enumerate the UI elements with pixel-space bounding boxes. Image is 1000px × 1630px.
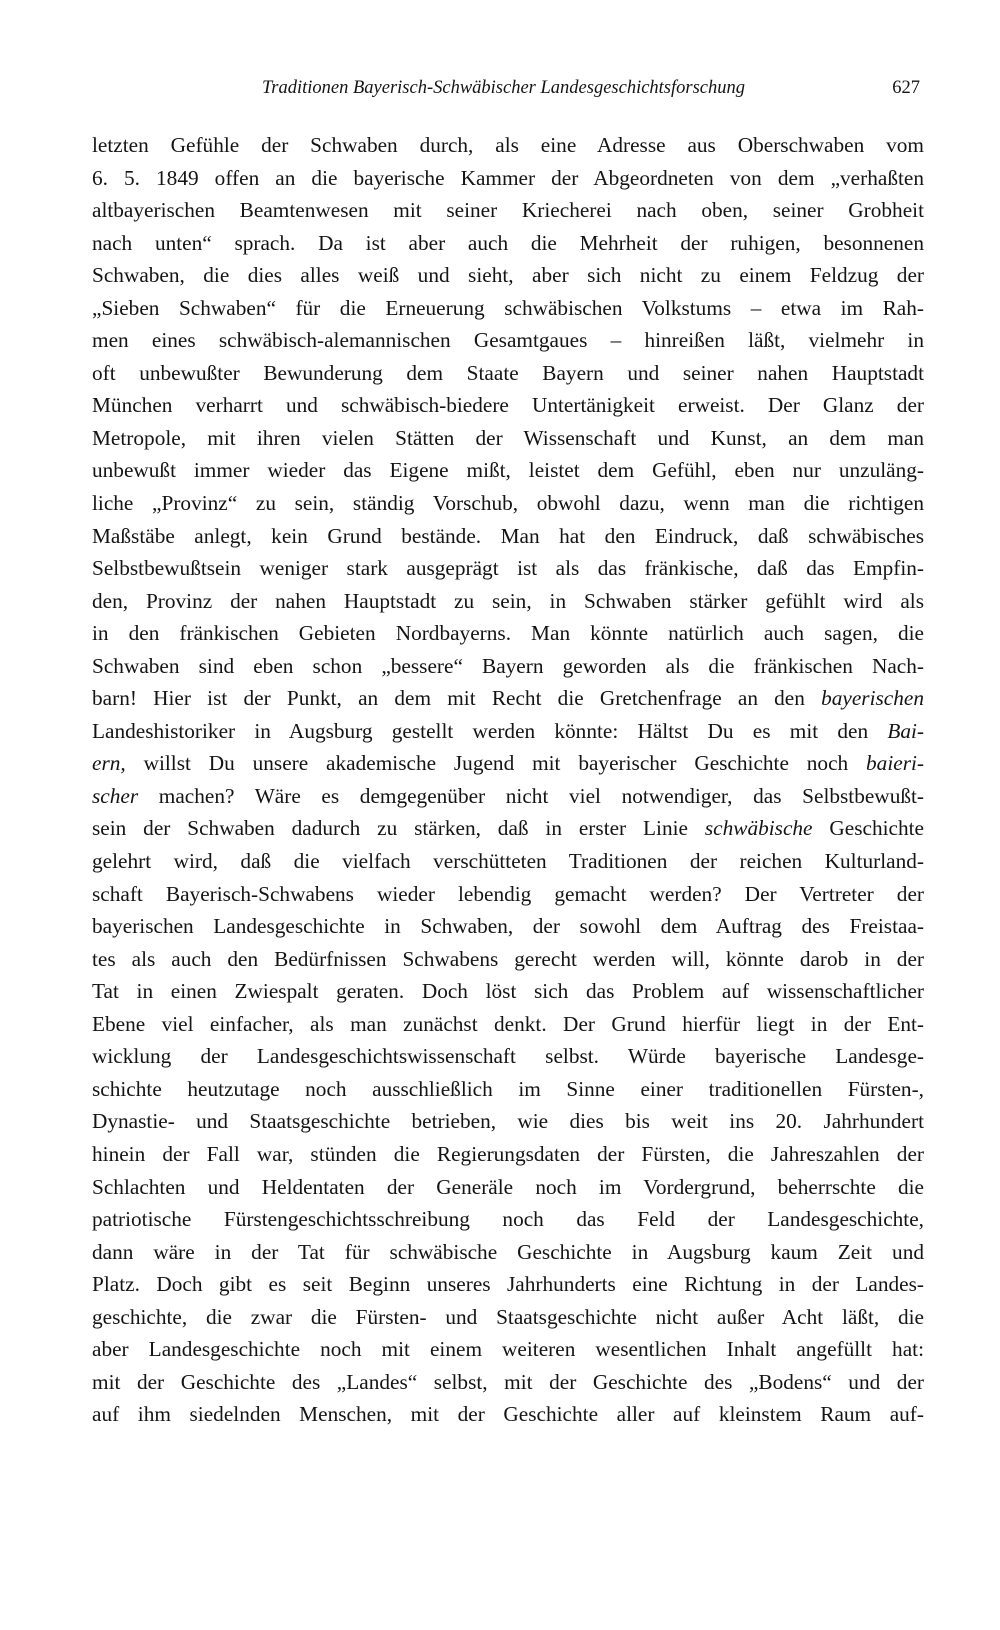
- text-run: „Sieben Schwaben“ für die Erneuerung schwäbischen Volkstums – etwa im Rah-: [92, 295, 924, 320]
- text-run: Schlachten und Heldentaten der Generäle noch im Vordergrund, beherrschte die: [92, 1174, 924, 1199]
- italic-text-run: ern,: [92, 751, 126, 776]
- text-run: tes als auch den Bedürfnissen Schwabens gerecht werden will, könnte darob in der: [92, 946, 924, 971]
- text-run: oft unbewußter Bewunderung dem Staate Bayern und seiner nahen Hauptstadt: [92, 360, 924, 385]
- text-line: [92, 422, 924, 455]
- text-line: [92, 747, 924, 780]
- text-run: Geschichte: [812, 816, 924, 841]
- text-run: bayerischen Landesgeschichte in Schwaben, der sowohl dem Auftrag des Freistaa-: [92, 914, 924, 939]
- text-line: [92, 682, 924, 715]
- text-run: liche „Provinz“ zu sein, ständig Vorschub, obwohl dazu, wenn man die richtigen: [92, 491, 924, 516]
- text-line: [92, 1301, 924, 1334]
- text-run: den, Provinz der nahen Hauptstadt zu sein, in Schwaben stärker gefühlt wird als: [92, 588, 924, 613]
- text-run: auf ihm siedelnden Menschen, mit der Geschichte aller auf kleinstem Raum auf-: [92, 1402, 924, 1427]
- text-line: [92, 1236, 924, 1269]
- text-run: wicklung der Landesgeschichtswissenschaft selbst. Würde bayerische Landesge-: [92, 1044, 924, 1069]
- text-run: dann wäre in der Tat für schwäbische Geschichte in Augsburg kaum Zeit und: [92, 1239, 924, 1264]
- text-run: hinein der Fall war, stünden die Regierungsdaten der Fürsten, die Jahreszahlen der: [92, 1141, 924, 1166]
- text-run: altbayerischen Beamtenwesen mit seiner Kriecherei nach oben, seiner Grobheit: [92, 198, 924, 223]
- text-run: in den fränkischen Gebieten Nordbayerns. Man könnte natürlich auch sagen, die: [92, 621, 924, 646]
- text-run: patriotische Fürstengeschichtsschreibung noch das Feld der Landesgeschichte,: [92, 1207, 924, 1232]
- text-line: [92, 943, 924, 976]
- text-line: [92, 1073, 924, 1106]
- text-run: willst Du unsere akademische Jugend mit bayerischer Geschichte noch: [125, 751, 867, 776]
- text-line: [92, 259, 924, 292]
- page-number: 627: [892, 78, 920, 98]
- text-line: [92, 812, 924, 845]
- text-line: [92, 227, 924, 260]
- text-run: Platz. Doch gibt es seit Beginn unseres Jahrhunderts eine Richtung in der Landes-: [92, 1272, 924, 1297]
- text-run: Schwaben sind eben schon „bessere“ Bayern geworden als die fränkischen Nach-: [92, 653, 924, 678]
- text-line: [92, 292, 924, 325]
- text-run: barn! Hier ist der Punkt, an dem mit Recht die Gretchenfrage an den: [92, 686, 822, 711]
- text-line: [92, 129, 924, 162]
- text-line: [92, 845, 924, 878]
- text-line: [92, 1105, 924, 1138]
- running-header: [92, 76, 920, 100]
- text-run: unbewußt immer wieder das Eigene mißt, leistet dem Gefühl, eben nur unzuläng-: [92, 458, 924, 483]
- text-line: [92, 650, 924, 683]
- italic-text-run: scher: [92, 783, 139, 808]
- text-run: Tat in einen Zwiespalt geraten. Doch löst sich das Problem auf wissenschaftlicher: [92, 979, 924, 1004]
- text-line: [92, 780, 924, 813]
- text-run: mit der Geschichte des „Landes“ selbst, mit der Geschichte des „Bodens“ und der: [92, 1369, 924, 1394]
- text-run: aber Landesgeschichte noch mit einem weiteren wesentlichen Inhalt angefüllt hat:: [92, 1337, 924, 1362]
- text-run: Ebene viel einfacher, als man zunächst denkt. Der Grund hierfür liegt in der Ent-: [92, 1011, 924, 1036]
- text-line: [92, 1366, 924, 1399]
- text-run: machen? Wäre es demgegenüber nicht viel notwendiger, das Selbstbewußt-: [138, 783, 924, 808]
- text-line: [92, 910, 924, 943]
- text-line: [92, 878, 924, 911]
- text-line: [92, 552, 924, 585]
- text-line: [92, 1040, 924, 1073]
- text-line: [92, 1171, 924, 1204]
- text-line: [92, 454, 924, 487]
- text-run: letzten Gefühle der Schwaben durch, als eine Adresse aus Oberschwaben vom: [92, 133, 924, 157]
- text-line: [92, 1138, 924, 1171]
- text-line: [92, 324, 924, 357]
- text-line: [92, 487, 924, 520]
- text-line: [92, 1398, 924, 1431]
- text-run: 6. 5. 1849 offen an die bayerische Kammer der Abgeordneten von dem „verhaßten: [92, 165, 924, 190]
- text-run: Selbstbewußtsein weniger stark ausgeprägt ist als das fränkische, daß das Empfin-: [92, 556, 924, 581]
- text-line: [92, 357, 924, 390]
- text-run: geschichte, die zwar die Fürsten- und Staatsgeschichte nicht außer Acht läßt, die: [92, 1304, 924, 1329]
- text-run: München verharrt und schwäbisch-biedere Untertänigkeit erweist. Der Glanz der: [92, 393, 924, 418]
- text-line: [92, 194, 924, 227]
- text-line: [92, 1008, 924, 1041]
- text-line: [92, 975, 924, 1008]
- running-title: Traditionen Bayerisch-Schwäbischer Landesgeschichtsforschung: [262, 78, 746, 98]
- text-line: [92, 1333, 924, 1366]
- text-run: men eines schwäbisch-alemannischen Gesamtgaues – hinreißen läßt, vielmehr in: [92, 328, 924, 353]
- body-text: [92, 129, 924, 1431]
- text-line: [92, 617, 924, 650]
- text-line: [92, 1203, 924, 1236]
- text-run: Maßstäbe anlegt, kein Grund bestände. Man hat den Eindruck, daß schwäbisches: [92, 523, 924, 548]
- text-run: Dynastie- und Staatsgeschichte betrieben, wie dies bis weit ins 20. Jahrhundert: [92, 1109, 924, 1134]
- italic-text-run: bayerischen: [821, 686, 924, 711]
- italic-text-run: baieri-: [866, 751, 924, 776]
- text-line: [92, 585, 924, 618]
- italic-text-run: Bai-: [887, 718, 924, 743]
- text-run: schaft Bayerisch-Schwabens wieder lebendig gemacht werden? Der Vertreter der: [92, 881, 924, 906]
- text-line: [92, 389, 924, 422]
- text-run: gelehrt wird, daß die vielfach verschütteten Traditionen der reichen Kulturland-: [92, 849, 924, 874]
- text-run: Schwaben, die dies alles weiß und sieht, aber sich nicht zu einem Feldzug der: [92, 263, 924, 288]
- text-run: sein der Schwaben dadurch zu stärken, daß in erster Linie: [92, 816, 705, 841]
- text-run: schichte heutzutage noch ausschließlich im Sinne einer traditionellen Fürsten-,: [92, 1076, 924, 1101]
- text-run: Metropole, mit ihren vielen Stätten der Wissenschaft und Kunst, an dem man: [92, 425, 924, 450]
- italic-text-run: schwäbische: [704, 816, 813, 841]
- text-line: [92, 1268, 924, 1301]
- text-line: [92, 520, 924, 553]
- text-run: Landeshistoriker in Augsburg gestellt werden könnte: Hältst Du es mit den: [92, 718, 888, 743]
- text-line: [92, 715, 924, 748]
- text-line: [92, 162, 924, 195]
- text-run: nach unten“ sprach. Da ist aber auch die Mehrheit der ruhigen, besonnenen: [92, 230, 924, 255]
